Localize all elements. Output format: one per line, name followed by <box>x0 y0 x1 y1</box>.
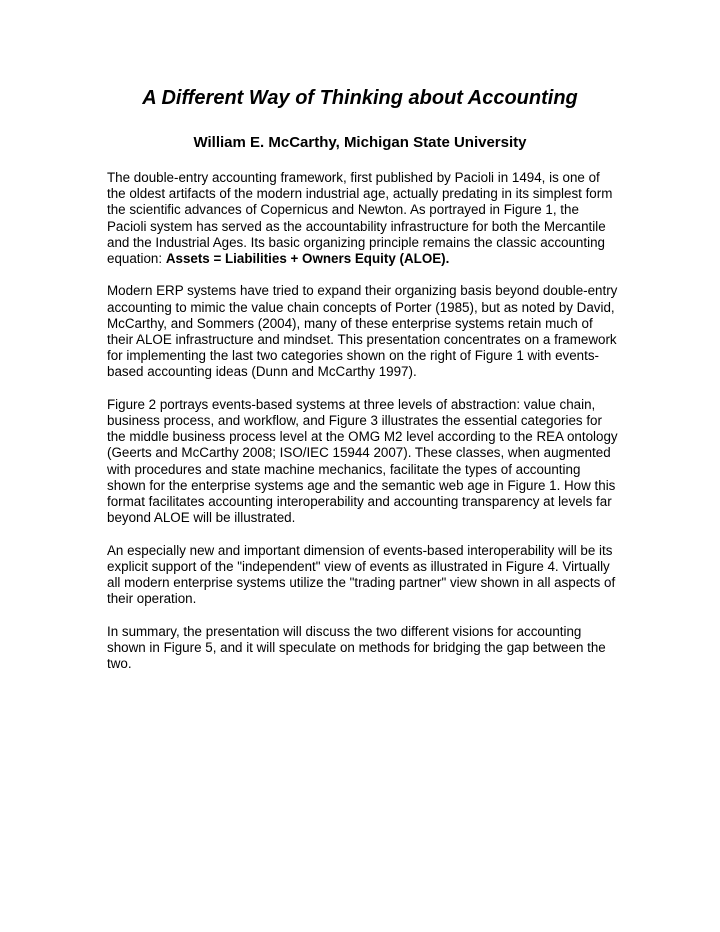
paragraph-interoperability: An especially new and important dimension of events-based interoperability will be its explicit support of the "independent" view of events as illustrated in Figure 4. Virtually all modern enterprise systems utilize the "trading partner" view shown in all aspects of their operation. <box>107 542 616 607</box>
aloe-equation: Assets = Liabilities + Owners Equity (ALOE). <box>165 251 450 267</box>
paragraph-summary: In summary, the presentation will discuss the two different visions for accounting shown in Figure 5, and it will speculate on methods for bridging the gap between the two. <box>107 623 606 672</box>
paragraph-pacioli <box>107 170 619 267</box>
document-body <box>107 170 619 688</box>
paragraph-events-based: Figure 2 portrays events-based systems at three levels of abstraction: value chain, business process, and workflow, and Figure 3 illustrates the essential categories for the middle business process level at the OMG M2 level according to the REA ontology (Geerts and McCarthy 2008; ISO/IEC 15944 2007). These classes, when augmented with procedures and state machine mechanics, facilitate the types of accounting shown for the enterprise systems age and the semantic web age in Figure 1. How this format facilitates accounting interoperability and accounting transparency at levels far beyond ALOE will be illustrated. <box>107 396 618 526</box>
document-title: A Different Way of Thinking about Accounting <box>142 87 578 109</box>
paragraph-text: The double-entry accounting framework, first published by Pacioli in 1494, is one of the oldest artifacts of the modern industrial age, actually predating in its simplest form the scientific advances of Copernicus and Newton. As portrayed in Figure 1, the Pacioli system has served as the accountability infrastructure for both the Mercantile and the Industrial Ages. Its basic organizing principle remains the classic accounting equation: <box>107 170 613 267</box>
paragraph-erp: Modern ERP systems have tried to expand their organizing basis beyond double-entry accounting to mimic the value chain concepts of Porter (1985), but as noted by David, McCarthy, and Sommers (2004), many of these enterprise systems retain much of their ALOE infrastructure and mindset. This presentation concentrates on a framework for implementing the last two categories shown on the right of Figure 1 with events-based accounting ideas (Dunn and McCarthy 1997). <box>107 283 618 380</box>
author-line: William E. McCarthy, Michigan State University <box>193 134 527 151</box>
